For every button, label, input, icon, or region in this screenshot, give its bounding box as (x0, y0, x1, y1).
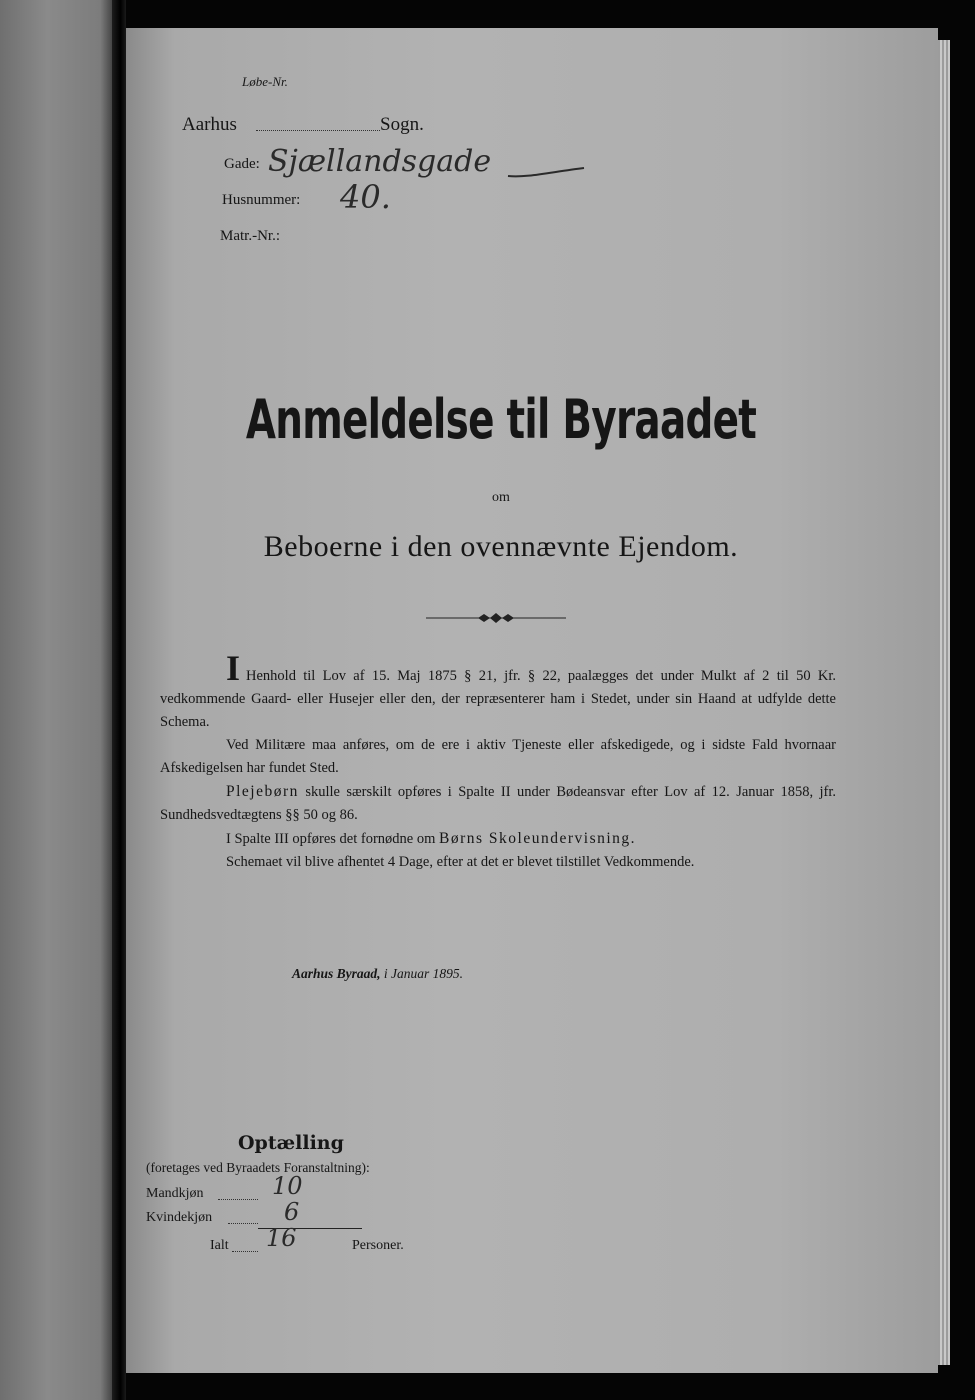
male-label: Mandkjøn (146, 1186, 204, 1201)
female-value: 6 (284, 1198, 300, 1226)
title-connector: om (492, 490, 510, 505)
gade-label: Gade: (224, 156, 260, 172)
persons-label: Personer. (352, 1238, 404, 1253)
total-value: 16 (266, 1224, 297, 1252)
female-dots (228, 1223, 258, 1224)
husnummer-value: 40. (340, 178, 391, 216)
gade-value: Sjællandsgade (268, 144, 492, 179)
female-label: Kvindekjøn (146, 1210, 213, 1225)
total-dots (232, 1251, 258, 1252)
page-subtitle: Beboerne i den ovennævnte Ejendom. (263, 530, 739, 563)
gade-flourish (506, 166, 586, 180)
drop-cap: I (226, 648, 241, 688)
lobe-nr-label: Løbe-Nr. (242, 74, 288, 89)
male-dots (218, 1199, 258, 1200)
husnummer-label: Husnummer: (222, 192, 301, 208)
ornament-divider (426, 611, 566, 625)
sogn-dotted-line (256, 130, 380, 131)
count-title: Optælling (238, 1132, 344, 1154)
count-subtitle: (foretages ved Byraadets Foranstaltning): (146, 1160, 370, 1175)
signature-date: i Januar 1895. (380, 966, 464, 981)
left-page-edge (0, 0, 118, 1400)
skoleundervisning-emphasis: Børns Skoleundervisning. (439, 830, 637, 847)
signature-org: Aarhus Byraad, (292, 966, 381, 981)
paragraph-3 (160, 780, 836, 827)
plejeborn-emphasis: Plejebørn (226, 783, 299, 800)
city-label: Aarhus (182, 114, 237, 135)
signature-line (292, 966, 463, 982)
paragraph-5: Schemaet vil blive afhentet 4 Dage, efter at det er blevet tilstillet Vedkommende. (226, 854, 695, 870)
page-title: Anmeldelse til Byraadet (245, 388, 757, 451)
paragraph-3-text: skulle særskilt opføres i Spalte II under Bødeansvar efter Lov af 12. Januar 1858, jfr. Sundhedsvedtægtens §§ 50 og 86. (160, 784, 836, 823)
paragraph-2: Ved Militære maa anføres, om de ere i aktiv Tjeneste eller afskedigede, og i sidste Fald hvornaar Afskedigelsen har fundet Sted. (160, 737, 836, 776)
male-value: 10 (272, 1172, 303, 1200)
paragraph-4 (160, 827, 836, 851)
paragraph-1-text: Henhold til Lov af 15. Maj 1875 § 21, jfr. § 22, paalægges det under Mulkt af 2 til 50 Kr. vedkommende Gaard- eller Husejer eller den, der repræsenterer ham i Stedet, under sin Haand at udfylde dette Schema. (160, 668, 836, 730)
book-gutter (112, 0, 126, 1400)
total-label: Ialt (210, 1238, 229, 1253)
paragraph-4-text: I Spalte III opføres det fornødne om (226, 831, 440, 847)
document-page (126, 28, 938, 1373)
instructions-text (160, 648, 836, 874)
sogn-label: Sogn. (380, 114, 424, 135)
matr-label: Matr.-Nr.: (220, 228, 280, 244)
paragraph-1 (160, 648, 836, 734)
